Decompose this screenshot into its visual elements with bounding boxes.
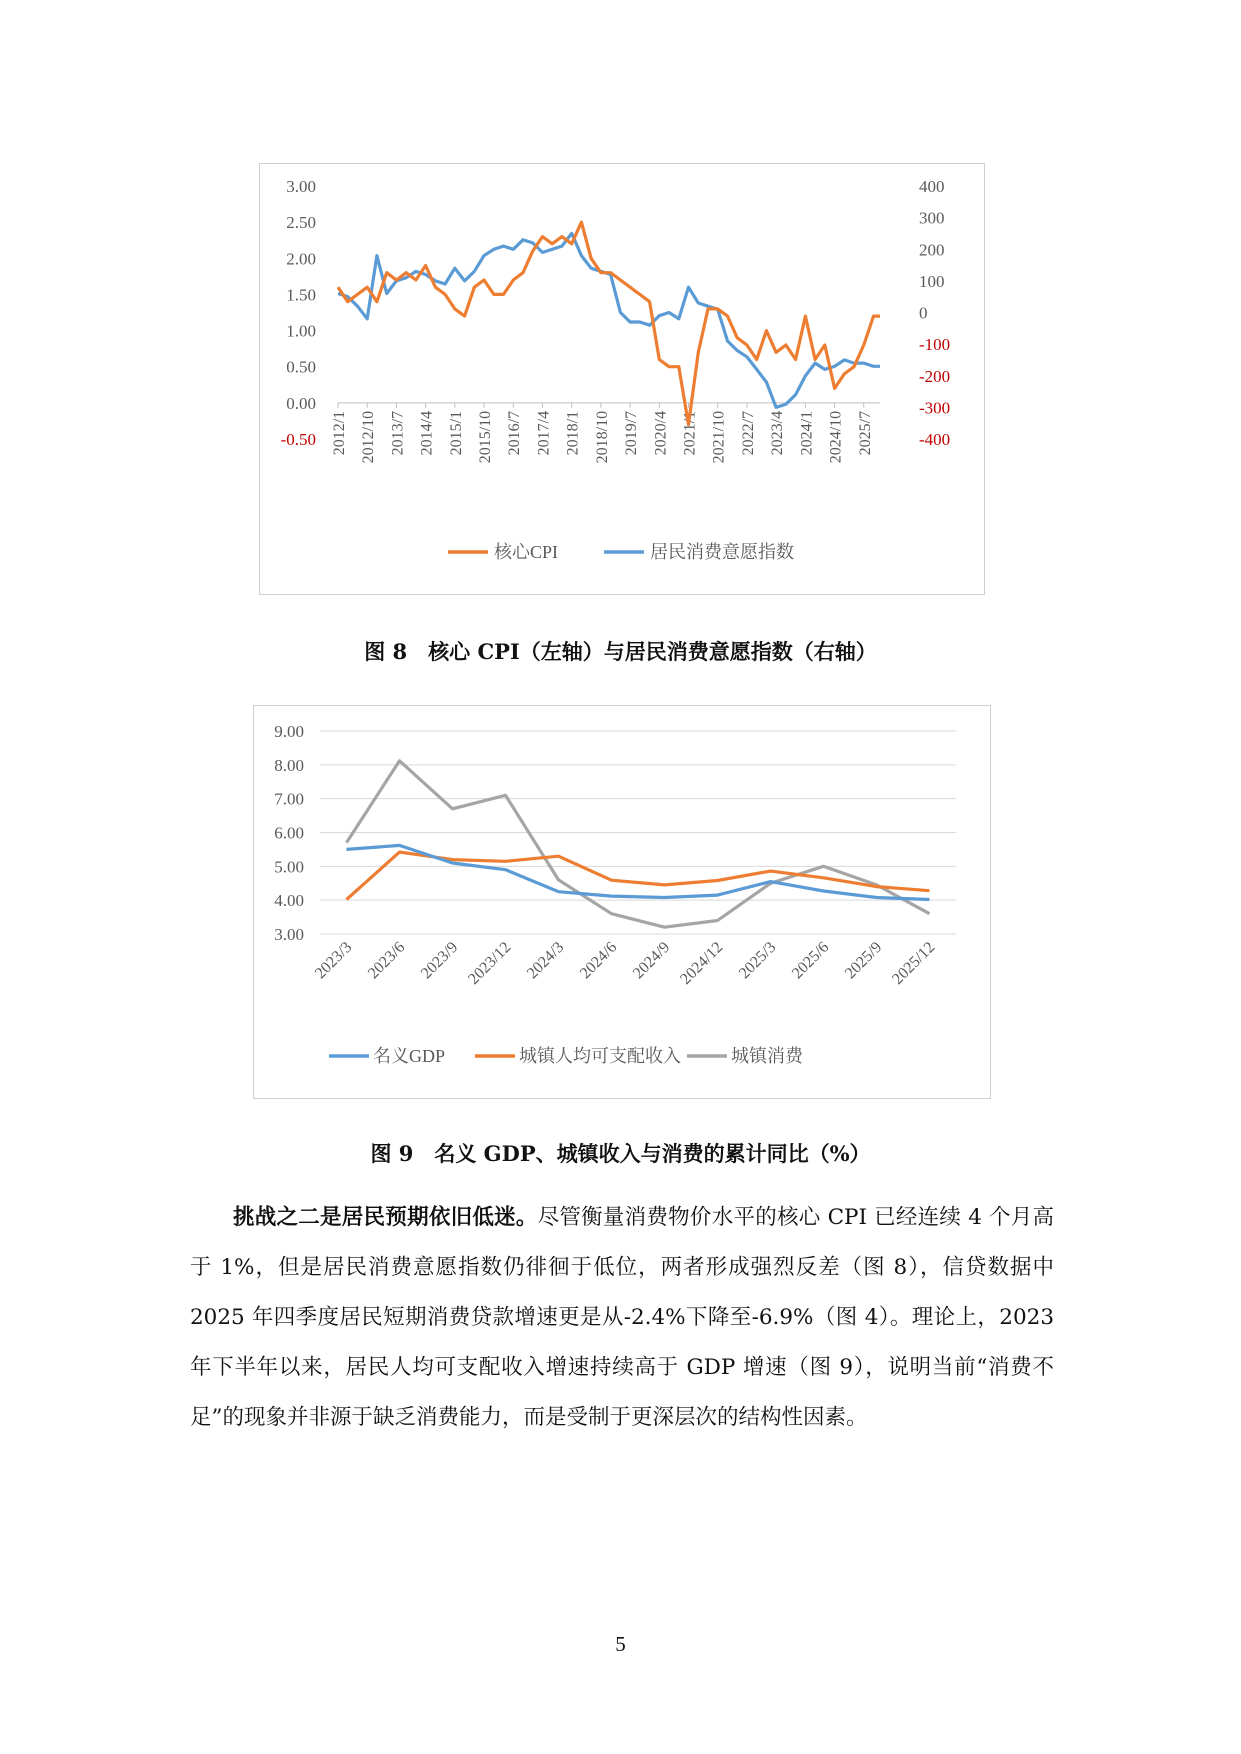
x-tick-label: 2012/1 — [331, 410, 348, 456]
y-left-tick-label: 0.00 — [286, 393, 316, 413]
y-left-tick-label: 2.00 — [286, 249, 316, 269]
series-line-urban-consumption — [347, 761, 930, 927]
x-tick-label: 2023/12 — [465, 938, 515, 988]
x-tick-label: 2024/1 — [798, 410, 816, 456]
figure-8-chart — [259, 163, 985, 595]
y-right-tick-label: -300 — [919, 398, 951, 418]
x-tick-label: 2025/3 — [735, 938, 780, 983]
y-tick-label: 6.00 — [274, 823, 304, 843]
page-number: 5 — [615, 1632, 626, 1656]
x-tick-label: 2024/12 — [677, 938, 727, 988]
series-line-consumption-willingness — [338, 233, 880, 407]
x-tick-label: 2024/3 — [523, 938, 568, 983]
y-left-tick-label: 2.50 — [286, 213, 316, 233]
legend-label: 居民消费意愿指数 — [650, 542, 794, 562]
y-tick-label: 4.00 — [274, 891, 304, 911]
x-tick-label: 2016/7 — [506, 410, 524, 456]
x-tick-label: 2012/10 — [360, 410, 378, 464]
y-right-tick-label: 200 — [919, 240, 945, 260]
legend-label: 核心CPI — [494, 542, 559, 562]
x-tick-label: 2025/7 — [856, 410, 874, 456]
y-tick-label: 9.00 — [274, 722, 304, 741]
x-tick-label: 2019/7 — [623, 410, 641, 456]
x-tick-label: 2023/9 — [417, 938, 462, 983]
y-right-tick-label: 300 — [919, 208, 945, 228]
y-tick-label: 3.00 — [274, 925, 304, 944]
paragraph-lead: 挑战之二是居民预期依旧低迷。 — [233, 1205, 538, 1230]
x-tick-label: 2024/6 — [576, 938, 621, 983]
y-right-tick-label: 0 — [919, 303, 928, 323]
x-tick-label: 2022/7 — [739, 410, 757, 456]
body-paragraph — [190, 1193, 1054, 1443]
y-left-tick-label: 1.00 — [286, 321, 316, 341]
x-tick-label: 2013/7 — [389, 410, 407, 456]
x-tick-label: 2024/9 — [629, 938, 674, 983]
y-left-tick-label: 3.00 — [286, 177, 316, 196]
series-line-core-cpi — [338, 222, 880, 424]
x-tick-label: 2023/6 — [364, 938, 409, 983]
y-tick-label: 7.00 — [274, 789, 304, 809]
x-tick-label: 2020/4 — [652, 410, 670, 456]
y-right-tick-label: -100 — [919, 335, 951, 355]
y-right-tick-label: 100 — [919, 271, 945, 291]
figure-8-svg — [260, 164, 984, 594]
x-tick-label: 2025/6 — [788, 938, 833, 983]
y-right-tick-label: 400 — [919, 177, 945, 196]
x-tick-label: 2015/10 — [477, 410, 495, 464]
y-right-tick-label: -400 — [919, 430, 951, 449]
figure-9-chart — [253, 705, 991, 1099]
y-tick-label: 8.00 — [274, 755, 304, 775]
x-tick-label: 2023/4 — [769, 410, 787, 456]
y-left-tick-label: 1.50 — [286, 285, 316, 305]
paragraph-text: 尽管衡量消费物价水平的核心 CPI 已经连续 4 个月高于 1%，但是居民消费意愿指数仍徘徊于低位，两者形成强烈反差（图 8），信贷数据中 2025 年四季度居民短期消费贷款增速更是从-2.4%下降至-6.9%（图 4）。理论上，2023 年下半年以来，居民人均可支配收入增速持续高于 GDP 增速（图 9），说明当前“消费不足”的现象并非源于缺乏消费能力，而是受制于更深层次的结构性因素。 — [190, 1205, 1054, 1430]
x-tick-label: 2014/4 — [418, 410, 436, 456]
x-tick-label: 2023/3 — [311, 938, 356, 983]
legend-label: 名义GDP — [373, 1046, 446, 1066]
y-right-tick-label: -200 — [919, 366, 951, 386]
x-tick-label: 2018/10 — [593, 410, 611, 464]
figure-9-caption: 图 9 名义 GDP、城镇收入与消费的累计同比（%） — [370, 1141, 871, 1166]
figure-9-svg — [254, 706, 990, 1098]
y-left-tick-label: 0.50 — [286, 357, 316, 377]
x-tick-label: 2021/1 — [681, 410, 699, 456]
x-tick-label: 2017/4 — [535, 410, 553, 456]
x-tick-label: 2015/1 — [447, 410, 465, 456]
y-tick-label: 5.00 — [274, 857, 304, 877]
y-left-tick-label: -0.50 — [280, 430, 316, 449]
x-tick-label: 2024/10 — [827, 410, 845, 464]
figure-8-caption: 图 8 核心 CPI（左轴）与居民消费意愿指数（右轴） — [364, 639, 877, 664]
legend-label: 城镇消费 — [731, 1046, 803, 1066]
legend-label: 城镇人均可支配收入 — [519, 1046, 681, 1066]
x-tick-label: 2021/10 — [710, 410, 728, 464]
x-tick-label: 2018/1 — [564, 410, 582, 456]
x-tick-label: 2025/12 — [889, 938, 939, 988]
x-tick-label: 2025/9 — [841, 938, 886, 983]
